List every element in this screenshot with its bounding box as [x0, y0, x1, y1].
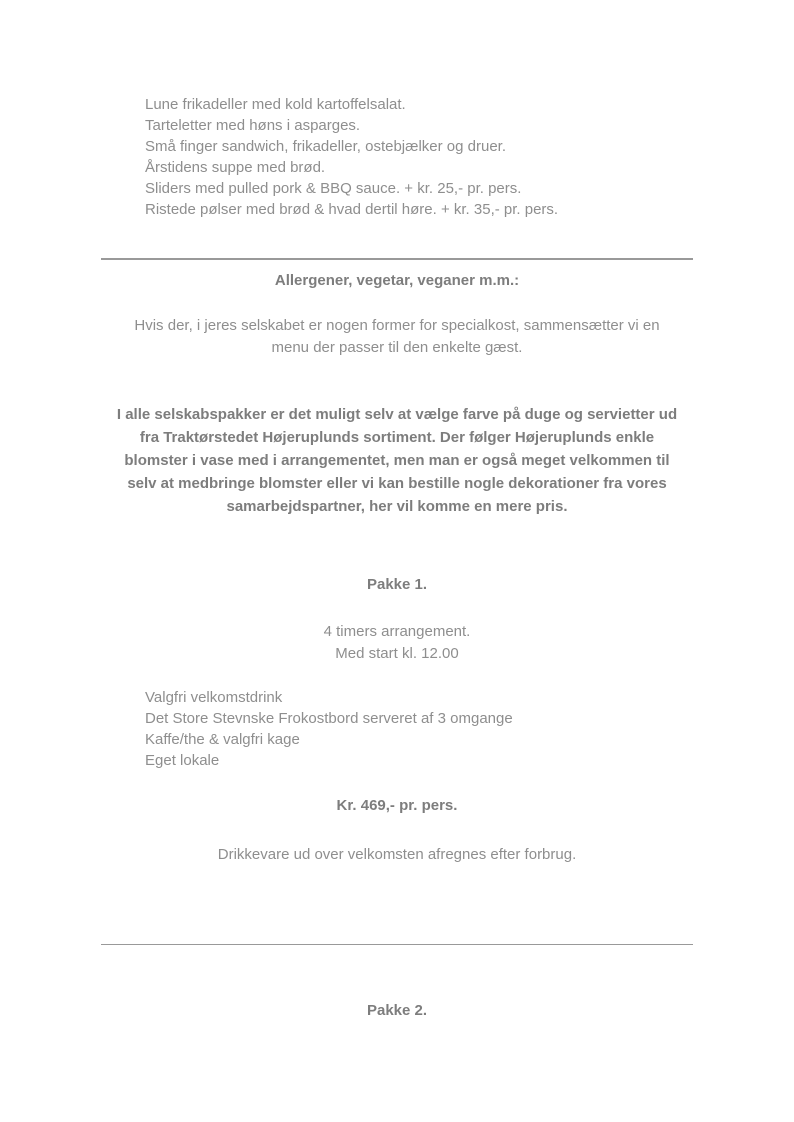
menu-item: Sliders med pulled pork & BBQ sauce. + kr. 25,- pr. pers.: [145, 180, 522, 197]
allergen-paragraph: [97, 315, 697, 359]
duration-line: Med start kl. 12.00: [335, 644, 459, 662]
include-item: Det Store Stevnske Frokostbord serveret af 3 omgange: [145, 709, 513, 727]
allergen-heading: Allergener, vegetar, veganer m.m.:: [274, 271, 520, 289]
menu-item: Ristede pølser med brød & hvad dertil høre. + kr. 35,- pr. pers.: [145, 201, 559, 218]
paragraph-line: selv at medbringe blomster eller vi kan bestille nogle dekorationer fra vores: [127, 474, 667, 492]
paragraph-line: menu der passer til den enkelte gæst.: [271, 338, 523, 356]
include-item: Valgfri velkomstdrink: [145, 688, 283, 706]
paragraph-line: samarbejdspartner, her vil komme en mere pris.: [226, 497, 568, 515]
include-item: Eget lokale: [145, 751, 220, 769]
paragraph-line: Hvis der, i jeres selskabet er nogen former for specialkost, sammensætter vi en: [134, 316, 660, 334]
pakke1-duration: [97, 621, 697, 665]
menu-item: Årstidens suppe med brød.: [145, 159, 326, 176]
menu-item: Tarteletter med høns i asparges.: [145, 117, 361, 134]
pakke2-title: Pakke 2.: [366, 1002, 428, 1019]
paragraph-line: fra Traktørstedet Højeruplunds sortiment. Der følger Højeruplunds enkle: [139, 428, 655, 446]
include-item: Kaffe/the & valgfri kage: [145, 730, 300, 748]
section-divider: [101, 944, 693, 946]
paragraph-line: blomster i vase med i arrangementet, men man er også meget velkommen til: [124, 451, 670, 469]
menu-list: [145, 94, 697, 220]
pakke1-title: Pakke 1.: [366, 575, 428, 593]
paragraph-line: I alle selskabspakker er det muligt selv at vælge farve på duge og servietter ud: [116, 405, 678, 423]
package-info-paragraph: [97, 403, 697, 518]
menu-item: Lune frikadeller med kold kartoffelsalat.: [145, 96, 406, 113]
duration-line: 4 timers arrangement.: [323, 622, 471, 640]
menu-item: Små finger sandwich, frikadeller, ostebjælker og druer.: [145, 138, 507, 155]
pakke1-drinks-note: Drikkevare ud over velkomsten afregnes efter forbrug.: [217, 845, 577, 863]
pakke1-includes-list: [145, 687, 697, 771]
pakke1-price: Kr. 469,- pr. pers.: [336, 796, 458, 814]
section-divider: [101, 258, 693, 260]
